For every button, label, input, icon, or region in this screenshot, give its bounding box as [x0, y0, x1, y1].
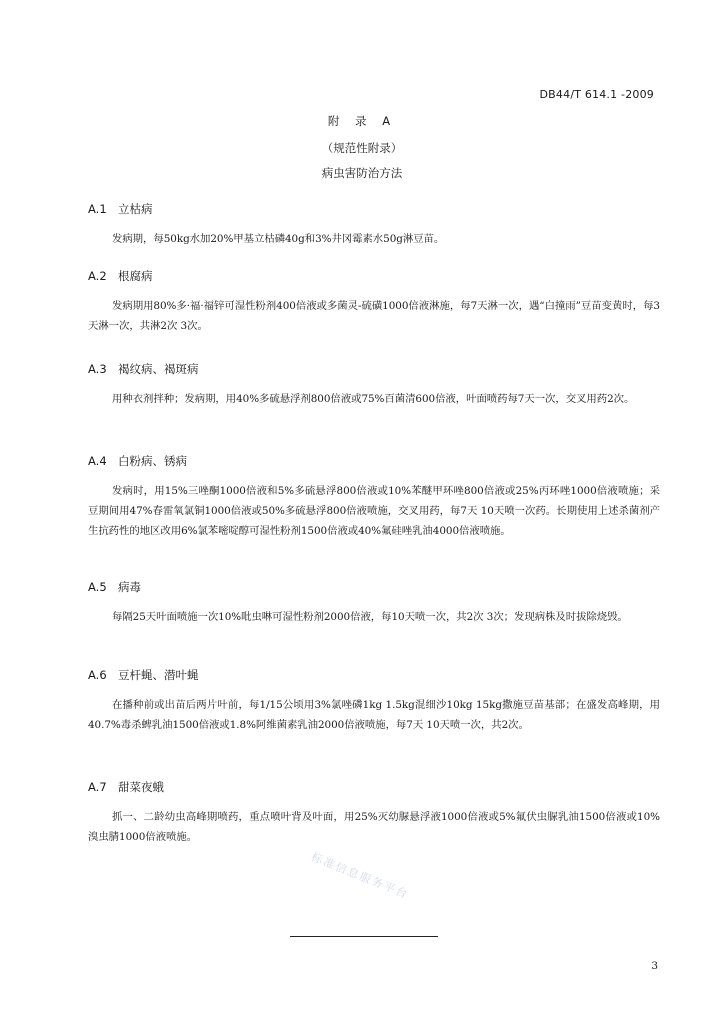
section-number: A.2 [88, 269, 107, 283]
section-heading [88, 267, 660, 285]
section-number: A.5 [88, 580, 107, 594]
section-title: 根腐病 [118, 269, 153, 283]
section-title: 白粉病、锈病 [118, 454, 187, 468]
section-a1 [88, 200, 660, 249]
section-number: A.3 [88, 362, 107, 376]
section-number: A.4 [88, 454, 107, 468]
section-body: 抓一、二龄幼虫高峰期喷药，重点喷叶背及叶面，用25%灭幼脲悬浮液1000倍液或5%氟伏虫脲乳油1500倍液或10%溴虫腈1000倍液喷施。 [88, 811, 660, 843]
section-title: 甜菜夜蛾 [118, 780, 164, 794]
section-a4 [88, 452, 660, 541]
section-a7 [88, 778, 660, 847]
section-heading [88, 360, 660, 378]
section-heading [88, 578, 660, 596]
section-a2 [88, 267, 660, 336]
section-title: 立枯病 [118, 202, 153, 216]
section-title: 豆杆蝇、潜叶蝇 [118, 668, 199, 682]
section-number: A.1 [88, 202, 107, 216]
section-a5 [88, 578, 660, 627]
section-heading [88, 452, 660, 470]
section-body: 发病期用80%多·福·福锌可湿性粉剂400倍液或多菌灵-硫磺1000倍液淋施，每7天淋一次，遇“白撞雨”豆苗变黄时，每3天淋一次，共淋2次 3次。 [88, 300, 660, 332]
section-body: 发病期，每50kg水加20%甲基立枯磷40g和3%井冈霉素水50g淋豆苗。 [112, 233, 445, 245]
page-number: 3 [651, 960, 658, 972]
section-heading [88, 778, 660, 796]
appendix-title: 附 录 A [327, 114, 397, 128]
section-heading [88, 200, 660, 218]
appendix-type: （规范性附录） [321, 141, 403, 155]
section-heading [88, 666, 660, 684]
watermark: 标准信息服务平台 [309, 850, 411, 902]
section-number: A.6 [88, 668, 107, 682]
section-title: 病毒 [118, 580, 141, 594]
document-code: DB44/T 614.1 -2009 [539, 88, 654, 101]
appendix-subject: 病虫害防治方法 [321, 166, 403, 180]
section-a6 [88, 666, 660, 735]
section-body: 发病时，用15%三唑酮1000倍液和5%多硫悬浮800倍液或10%苯醚甲环唑800倍液或25%丙环唑1000倍液喷施；采豆期间用47%春雷氧氯铜1000倍液或50%多硫悬浮800倍液喷施，交叉用药，每7天 10天喷一次药。长期使用上述杀菌剂产生抗药性的地区改用6%氯苯嘧啶醇可湿性粉剂1500倍液或40%氟硅唑乳油4000倍液喷施。 [88, 485, 661, 537]
section-title: 褐纹病、褐斑病 [118, 362, 199, 376]
section-body: 每隔25天叶面喷施一次10%吡虫啉可湿性粉剂2000倍液，每10天喷一次，共2次 3次；发现病株及时拔除烧毁。 [112, 611, 628, 623]
section-body: 在播种前或出苗后两片叶前，每1/15公顷用3%氯唑磷1kg 1.5kg混细沙10kg 15kg撒施豆苗基部；在盛发高峰期，用40.7%毒杀蜱乳油1500倍液或1.8%阿维菌素乳油2000倍液喷施，每7天 10天喷一次，共2次。 [88, 699, 660, 731]
end-rule [290, 936, 438, 937]
section-number: A.7 [88, 780, 107, 794]
section-body: 用种衣剂拌种；发病期，用40%多硫悬浮剂800倍液或75%百菌清600倍液，叶面喷药每7天一次，交叉用药2次。 [112, 393, 635, 405]
section-a3 [88, 360, 660, 409]
